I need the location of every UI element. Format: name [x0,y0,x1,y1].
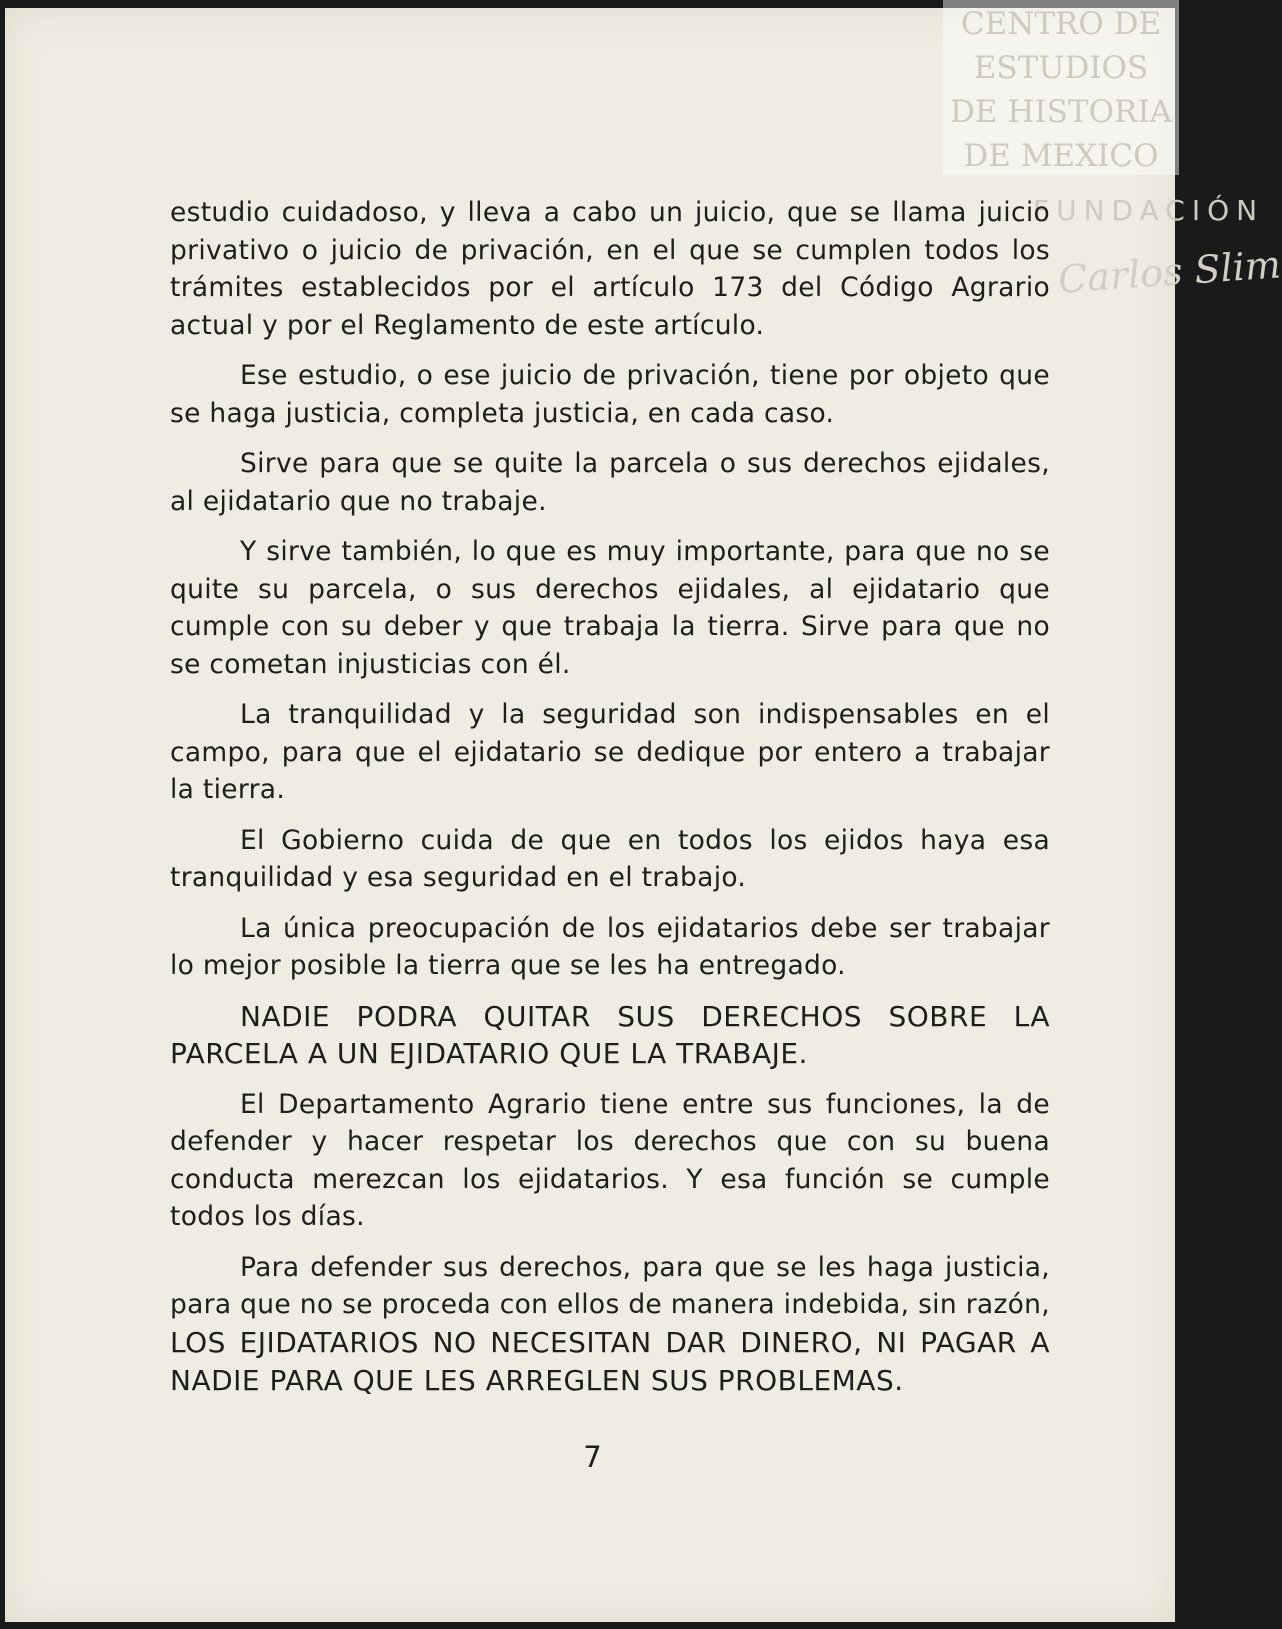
paragraph: Sirve para que se quite la parcela o sus derechos ejidales, al ejidatario que no trabaje. [170,448,1050,517]
emphasis-paragraph: NADIE PODRA QUITAR SUS DERECHOS SOBRE LA PARCELA A UN EJIDATARIO QUE LA TRABAJE. [170,999,1050,1070]
paragraph: El Gobierno cuida de que en todos los ejidos haya esa tranquilidad y esa seguridad en el trabajo. [170,824,1050,893]
watermark-line: DE HISTORIA [950,94,1172,130]
watermark-line: ESTUDIOS [973,50,1149,86]
final-paragraph [170,1249,1050,1401]
final-paragraph-caps: LOS EJIDATARIOS NO NECESITAN DAR DINERO, NI PAGAR A NADIE PARA QUE LES ARREGLEN SUS PROBLEMAS. [170,1325,1050,1397]
paragraph: estudio cuidadoso, y lleva a cabo un juicio, que se llama juicio privativo o juicio de privación, en el que se cumplen todos los trámites establecidos por el artículo 173 del Código Agrario actual y por el Reglamento de este artículo. [170,197,1050,341]
page-body [170,194,1050,1414]
paragraph: La única preocupación de los ejidatarios debe ser trabajar lo mejor posible la tierra que se les ha entregado. [170,912,1050,981]
signature-watermark: Carlos Slim [1056,242,1282,302]
paragraph: Ese estudio, o ese juicio de privación, tiene por objeto que se haga justicia, completa justicia, en cada caso. [170,360,1050,429]
watermark-line: DE MEXICO [963,138,1159,174]
watermark-line: CENTRO DE [960,6,1162,42]
paragraph: El Departamento Agrario tiene entre sus funciones, la de defender y hacer respetar los derechos que con su buena conducta merezcan los ejidatarios. Y esa función se cumple todos los días. [170,1088,1050,1232]
paragraph: La tranquilidad y la seguridad son indispensables en el campo, para que el ejidatario se dedique por entero a trabajar la tierra. [170,699,1050,805]
paragraph: Y sirve también, lo que es muy importante, para que no se quite su parcela, o sus derechos ejidales, al ejidatario que cumple con su deber y que trabaja la tierra. Sirve para que no se cometan injusticias con él. [170,536,1050,680]
fundacion-watermark: FUNDACIÓN [1033,194,1265,227]
final-paragraph-lead: Para defender sus derechos, para que se les haga justicia, para que no se proceda con ellos de manera indebida, sin razón, [170,1251,1050,1320]
archive-watermark [943,0,1179,175]
page-number: 7 [583,1440,602,1474]
